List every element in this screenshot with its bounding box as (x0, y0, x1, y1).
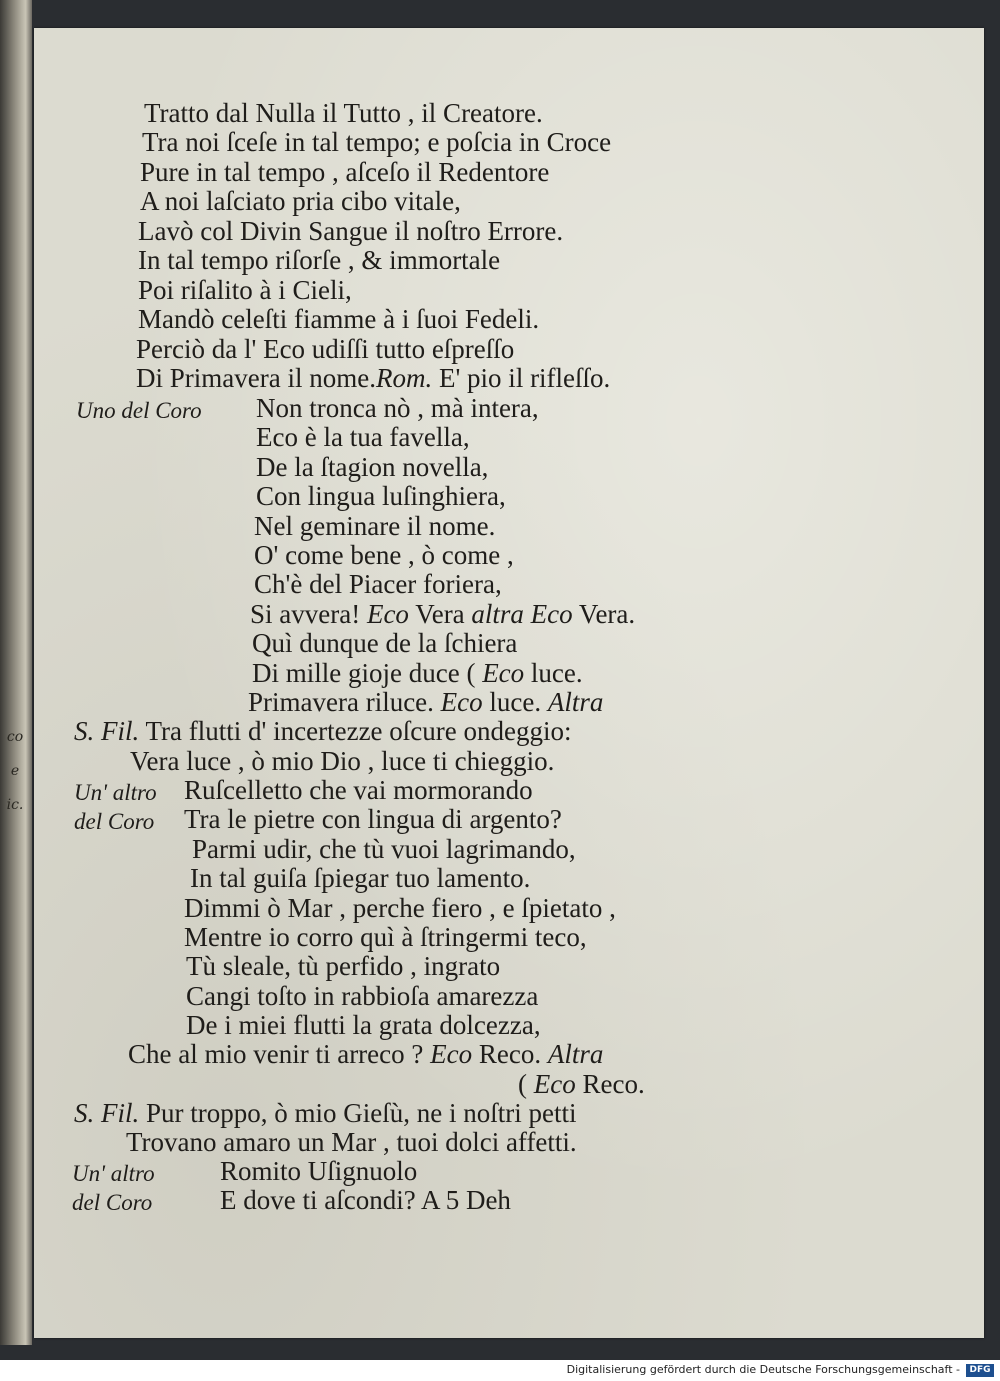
text-run: Dimmi ò Mar , perche fiero , e ſpietato , (184, 893, 616, 923)
text-line (220, 1156, 417, 1186)
text-line (136, 334, 514, 364)
text-run: Tra le pietre con lingua di argento? (184, 804, 562, 834)
text-line (220, 1185, 511, 1215)
text-run: Trovano amaro un Mar , tuoi dolci affetti. (126, 1127, 577, 1157)
text-line (518, 1069, 645, 1099)
text-run: Romito Uſignuolo (220, 1156, 418, 1186)
text-run: Mandò celeſti fiamme à i ſuoi Fedeli. (138, 304, 540, 334)
text-run: Ch'è del Piacer foriera, (254, 569, 502, 599)
left-page-edge (0, 0, 32, 1345)
text-run: luce. (482, 687, 548, 717)
text-line (74, 1098, 576, 1128)
speaker-label: del Coro (74, 809, 155, 834)
italic-run: S. Fil. (74, 716, 140, 746)
speaker-label: Un' altro (72, 1161, 155, 1186)
text-run: Di mille gioje duce ( (252, 658, 483, 688)
text-line (144, 98, 543, 128)
text-run: Reco. (575, 1069, 645, 1099)
footer-bar (0, 1360, 1000, 1381)
italic-run: Eco (430, 1039, 473, 1069)
text-line (184, 804, 562, 834)
text-line (256, 481, 506, 511)
text-line (142, 127, 611, 157)
text-run: Tra flutti d' incertezze oſcure ondeggio: (139, 716, 572, 746)
text-line (138, 275, 352, 305)
text-run: Vera luce , ò mio Dio , luce ti chieggio. (130, 746, 555, 776)
text-run: A noi laſciato pria cibo vitale, (140, 186, 461, 216)
text-run: E dove ti aſcondi? A 5 Deh (220, 1185, 511, 1215)
text-run: Poi riſalito à i Cieli, (138, 275, 352, 305)
text-run: Che al mio venir ti arreco ? (128, 1039, 431, 1069)
text-run: ( (518, 1069, 534, 1099)
text-line (186, 981, 538, 1011)
text-line (254, 569, 502, 599)
text-run: Pure in tal tempo , aſceſo il Redentore (140, 157, 550, 187)
text-run: De i miei flutti la grata dolcezza, (186, 1010, 541, 1040)
text-line (186, 1010, 541, 1040)
text-line (254, 540, 514, 570)
text-run: Eco è la tua favella, (256, 422, 470, 452)
text-line (140, 157, 549, 187)
text-line (248, 687, 603, 717)
text-line (74, 716, 572, 746)
text-run: luce. (524, 658, 583, 688)
speaker-label: del Coro (72, 1190, 153, 1215)
italic-run: Rom. (375, 363, 433, 393)
text-run: Primavera riluce. (248, 687, 441, 717)
text-run: Tù sleale, tù perfido , ingrato (186, 951, 501, 981)
italic-run: Eco (533, 1069, 576, 1099)
text-run: Non tronca nò , mà intera, (256, 393, 539, 423)
text-line (130, 746, 554, 776)
text-run: Ruſcelletto che vai mormorando (184, 775, 533, 805)
italic-run: Eco (366, 599, 409, 629)
text-run: E' pio il rifleſſo. (432, 363, 611, 393)
italic-run: Eco (440, 687, 483, 717)
text-run: Di Primavera il nome. (136, 363, 376, 393)
bleed-line: e (10, 763, 20, 779)
italic-run: Altra (547, 687, 604, 717)
dfg-logo-icon: DFG (966, 1364, 994, 1377)
text-run: Pur troppo, ò mio Gieſù, ne i noſtri petti (139, 1098, 577, 1128)
text-run: Parmi udir, che tù vuoi lagrimando, (192, 834, 576, 864)
text-line (140, 186, 461, 216)
italic-run: S. Fil. (74, 1098, 140, 1128)
italic-run: altra Eco (471, 599, 573, 629)
text-run: De la ſtagion novella, (256, 452, 489, 482)
text-line (254, 511, 495, 541)
text-line (136, 363, 610, 393)
text-run: Quì dunque de la ſchiera (252, 628, 518, 658)
text-run: In tal tempo riſorſe , & immortale (138, 245, 501, 275)
document-page (34, 28, 984, 1338)
text-run: Vera. (572, 599, 636, 629)
left-page-bleed-text (0, 720, 30, 830)
text-run: Si avvera! (250, 599, 367, 629)
text-line (252, 658, 583, 688)
text-line (138, 216, 563, 246)
text-line (252, 628, 517, 658)
text-line (138, 245, 500, 275)
text-line (256, 393, 539, 423)
text-line (184, 775, 533, 805)
text-run: Cangi toſto in rabbioſa amarezza (186, 981, 539, 1011)
text-line (138, 304, 539, 334)
text-line (184, 922, 587, 952)
bleed-line: co (6, 729, 24, 745)
italic-run: Altra (547, 1039, 604, 1069)
text-line (126, 1127, 577, 1157)
text-run: O' come bene , ò come , (254, 540, 514, 570)
footer-credit: Digitalisierung gefördert durch die Deutsche Forschungsgemeinschaft - (566, 1363, 960, 1376)
text-line (192, 834, 576, 864)
text-line (256, 452, 488, 482)
speaker-label: Uno del Coro (76, 398, 202, 423)
italic-run: Eco (482, 658, 525, 688)
bleed-line: ic. (6, 797, 24, 813)
text-run: In tal guiſa ſpiegar tuo lamento. (190, 863, 531, 893)
text-run: Mentre io corro quì à ſtringermi teco, (184, 922, 587, 952)
text-line (250, 599, 635, 629)
text-line (184, 893, 616, 923)
text-run: Reco. (472, 1039, 548, 1069)
text-line (256, 422, 470, 452)
text-run: Vera (408, 599, 472, 629)
text-run: Perciò da l' Eco udiſſi tutto eſpreſſo (136, 334, 515, 364)
text-line (190, 863, 530, 893)
text-line (186, 951, 500, 981)
text-line (128, 1039, 603, 1069)
text-run: Nel geminare il nome. (254, 511, 496, 541)
text-run: Con lingua luſinghiera, (256, 481, 506, 511)
text-run: Lavò col Divin Sangue il noſtro Errore. (138, 216, 564, 246)
speaker-label: Un' altro (74, 780, 157, 805)
text-run: Tra noi ſceſe in tal tempo; e poſcia in Croce (142, 127, 612, 157)
text-run: Tratto dal Nulla il Tutto , il Creatore. (144, 98, 543, 128)
